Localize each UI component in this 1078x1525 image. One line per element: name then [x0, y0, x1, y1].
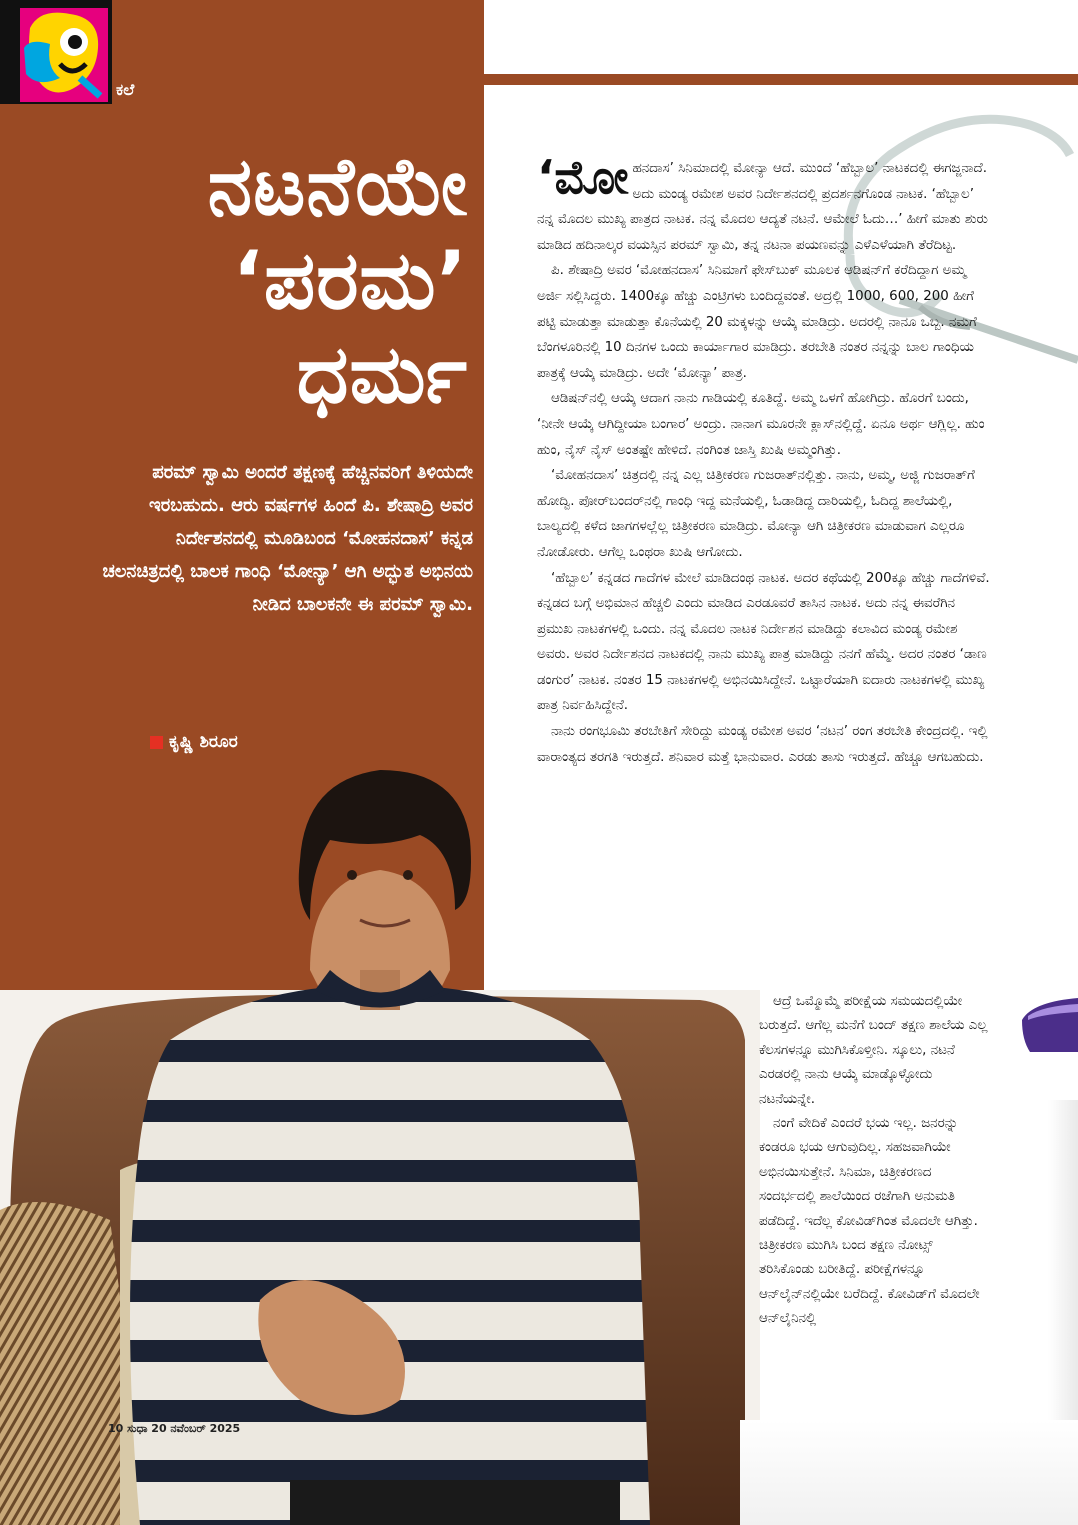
article-body-continued	[759, 990, 991, 1332]
byline-author: ಕೃಷ್ಣಿ ಶಿರೂರ	[169, 732, 238, 752]
intro-text: ಪರಮ್ ಸ್ವಾಮಿ ಅಂದರೆ ತಕ್ಷಣಕ್ಕೆ ಹೆಚ್ಚಿನವರಿಗೆ ತಿಳಿಯದೇ ಇರಬಹುದು. ಆರು ವರ್ಷಗಳ ಹಿಂದೆ ಪಿ. ಶೇಷಾದ್ರಿ ಅವರ ನಿರ್ದೇಶನದಲ್ಲಿ ಮೂಡಿಬಂದ ‘ಮೋಹನದಾಸ’ ಕನ್ನಡ ಚಲನಚಿತ್ರದಲ್ಲಿ ಬಾಲಕ ಗಾಂಧಿ ‘ಮೋನ್ಯಾ’ ಆಗಿ ಅದ್ಭುತ ಅಭಿನಯ ನೀಡಿದ ಬಾಲಕನೇ ಈ ಪರಮ್ ಸ್ವಾಮಿ.	[102, 462, 473, 615]
headline	[108, 140, 468, 422]
body-paragraph-5: ‘ಹೆಬ್ಬಾಲ’ ಕನ್ನಡದ ಗಾದೆಗಳ ಮೇಲೆ ಮಾಡಿದಂಥ ನಾಟಕ. ಅದರ ಕಥೆಯಲ್ಲಿ 200ಕ್ಕೂ ಹೆಚ್ಚು ಗಾದೆಗಳಿವೆ. ಕನ್ನಡದ ಬಗ್ಗೆ ಅಭಿಮಾನ ಹೆಚ್ಚಲಿ ಎಂದು ಮಾಡಿದ ಎರಡೂವರೆ ತಾಸಿನ ನಾಟಕ. ಅದು ನನ್ನ ಈವರೆಗಿನ ಪ್ರಮುಖ ನಾಟಕಗಳಲ್ಲಿ ಒಂದು. ನನ್ನ ಮೊದಲ ನಾಟಕ ನಿರ್ದೇಶನ ಮಾಡಿದ್ದು ಕಲಾವಿದ ಮಂಡ್ಯ ರಮೇಶ ಅವರು. ಅವರ ನಿರ್ದೇಶನದ ನಾಟಕದಲ್ಲಿ ನಾನು ಮುಖ್ಯ ಪಾತ್ರ ಮಾಡಿದ್ದು ನನಗೆ ಹೆಮ್ಮೆ. ಅದರ ನಂತರ ‘ಡಾಣ ಡಂಗುರ’ ನಾಟಕ. ನಂತರ 15 ನಾಟಕಗಳಲ್ಲಿ ಅಭಿನಯಿಸಿದ್ದೇನೆ. ಒಟ್ಟಾರೆಯಾಗಿ ಐದಾರು ನಾಟಕಗಳಲ್ಲಿ ಮುಖ್ಯ ಪಾತ್ರ ನಿರ್ವಹಿಸಿದ್ದೇನೆ.	[537, 570, 990, 714]
body-paragraph-2: ಪಿ. ಶೇಷಾದ್ರಿ ಅವರ ‘ಮೋಹನದಾಸ’ ಸಿನಿಮಾಗೆ ಫೇಸ್‌ಬುಕ್ ಮೂಲಕ ಆಡಿಷನ್‌ಗೆ ಕರೆದಿದ್ದಾಗ ಅಮ್ಮ ಅರ್ಜಿ ಸಲ್ಲಿಸಿದ್ದರು. 1400ಕ್ಕೂ ಹೆಚ್ಚು ಎಂಟ್ರಿಗಳು ಬಂದಿದ್ದವಂತೆ. ಅದ್ರಲ್ಲಿ 1000, 600, 200 ಹೀಗೆ ಪಟ್ಟಿ ಮಾಡುತ್ತಾ ಮಾಡುತ್ತಾ ಕೊನೆಯಲ್ಲಿ 20 ಮಕ್ಕಳನ್ನು ಆಯ್ಕೆ ಮಾಡಿದ್ರು. ಅದರಲ್ಲಿ ನಾನೂ ಒಬ್ಬ. ನಮಗೆ ಬೆಂಗಳೂರಿನಲ್ಲಿ 10 ದಿನಗಳ ಒಂದು ಕಾರ್ಯಾಗಾರ ಮಾಡಿದ್ರು. ತರಬೇತಿ ನಂತರ ನನ್ನನ್ನು ಬಾಲ ಗಾಂಧಿಯ ಪಾತ್ರಕ್ಕೆ ಆಯ್ಕೆ ಮಾಡಿದ್ರು. ಅದೇ ‘ಮೋನ್ಯಾ’ ಪಾತ್ರ.	[537, 263, 977, 381]
article-body	[537, 150, 992, 770]
body-paragraph-4: ‘ಮೋಹನದಾಸ’ ಚಿತ್ರದಲ್ಲಿ ನನ್ನ ಎಲ್ಲ ಚಿತ್ರೀಕರಣ ಗುಜರಾತ್‌ನಲ್ಲಿತ್ತು. ನಾನು, ಅಮ್ಮ, ಅಜ್ಜಿ ಗುಜರಾತ್‌ಗೆ ಹೋದ್ವಿ. ಪೋರ್‌ಬಂದರ್‌ನಲ್ಲಿ ಗಾಂಧಿ ಇದ್ದ ಮನೆಯಲ್ಲಿ, ಓಡಾಡಿದ್ದ ದಾರಿಯಲ್ಲಿ, ಓದಿದ್ದ ಶಾಲೆಯಲ್ಲಿ, ಬಾಲ್ಯದಲ್ಲಿ ಕಳೆದ ಜಾಗಗಳಲ್ಲೆಲ್ಲ ಚಿತ್ರೀಕರಣ ಮಾಡಿದ್ರು. ಮೋನ್ಯಾ ಆಗಿ ಚಿತ್ರೀಕರಣ ಮಾಡುವಾಗ ಎಲ್ಲರೂ ನೋಡೋರು. ಆಗೆಲ್ಲ ಒಂಥರಾ ಖುಷಿ ಆಗೋದು.	[537, 468, 975, 560]
headline-line-2: ‘ಪರಮ’	[232, 234, 468, 327]
body-paragraph-8: ನಂಗೆ ವೇದಿಕೆ ಎಂದರೆ ಭಯ ಇಲ್ಲ. ಜನರನ್ನು ಕಂಡರೂ ಭಯ ಆಗುವುದಿಲ್ಲ. ಸಹಜವಾಗಿಯೇ ಅಭಿನಯಿಸುತ್ತೇನೆ. ಸಿನಿಮಾ, ಚಿತ್ರೀಕರಣದ ಸಂದರ್ಭದಲ್ಲಿ ಶಾಲೆಯಿಂದ ರಜೆಗಾಗಿ ಅನುಮತಿ ಪಡೆದಿದ್ದೆ. ಇದೆಲ್ಲ ಕೋವಿಡ್‌ಗಿಂತ ಮೊದಲೇ ಆಗಿತ್ತು. ಚಿತ್ರೀಕರಣ ಮುಗಿಸಿ ಬಂದ ತಕ್ಷಣ ನೋಟ್ಸ್ ತರಿಸಿಕೊಂಡು ಬರೀತಿದ್ದೆ. ಪರೀಕ್ಷೆಗಳನ್ನೂ ಆನ್‌ಲೈನ್‌ನಲ್ಲಿಯೇ ಬರೆದಿದ್ದೆ. ಕೋವಿಡ್‌ಗೆ ಮೊದಲೇ ಆನ್‌ಲೈನಿನಲ್ಲಿ	[759, 1116, 980, 1327]
section-label: ಕಲೆ	[116, 80, 135, 99]
portrait-photo	[0, 740, 760, 1525]
body-paragraph-7: ಆದ್ರೆ ಒಮ್ಮೊಮ್ಮೆ ಪರೀಕ್ಷೆಯ ಸಮಯದಲ್ಲಿಯೇ ಬರುತ್ತದೆ. ಆಗೆಲ್ಲ ಮನೆಗೆ ಬಂದ್ ತಕ್ಷಣ ಶಾಲೆಯ ಎಲ್ಲ ಕೆಲಸಗಳನ್ನೂ ಮುಗಿಸಿಕೊಳ್ತೀನಿ. ಸ್ಕೂಲು, ನಟನೆ ಎರಡರಲ್ಲಿ ನಾನು ಆಯ್ಕೆ ಮಾಡ್ಕೊಳ್ಳೋದು ನಟನೆಯನ್ನೇ.	[759, 994, 988, 1107]
body-paragraph-6: ನಾನು ರಂಗಭೂಮಿ ತರಬೇತಿಗೆ ಸೇರಿದ್ದು ಮಂಡ್ಯ ರಮೇಶ ಅವರ ‘ನಟನ’ ರಂಗ ತರಬೇತಿ ಕೇಂದ್ರದಲ್ಲಿ. ಇಲ್ಲಿ ವಾರಾಂತ್ಯದ ತರಗತಿ ಇರುತ್ತದೆ. ಶನಿವಾರ ಮತ್ತೆ ಭಾನುವಾರ. ಎರಡು ತಾಸು ಇರುತ್ತದೆ. ಹೆಚ್ಚೂ ಆಗಬಹುದು.	[537, 724, 988, 765]
top-rule	[484, 74, 1078, 85]
headline-line-3: ಧರ್ಮ	[296, 328, 468, 421]
body-paragraph-3: ಆಡಿಷನ್‌ನಲ್ಲಿ ಆಯ್ಕೆ ಆದಾಗ ನಾನು ಗಾಡಿಯಲ್ಲಿ ಕೂತಿದ್ದೆ. ಅಮ್ಮ ಒಳಗೆ ಹೋಗಿದ್ರು. ಹೊರಗೆ ಬಂದು, ‘ನೀನೇ ಆಯ್ಕೆ ಆಗಿದ್ದೀಯಾ ಬಂಗಾರ’ ಅಂದ್ರು. ನಾನಾಗ ಮೂರನೇ ಕ್ಲಾಸ್‌ನಲ್ಲಿದ್ದೆ. ಏನೂ ಅರ್ಥ ಆಗ್ಲಿಲ್ಲ. ಹುಂ ಹುಂ, ನೈಸ್ ನೈಸ್ ಅಂತಷ್ಟೇ ಹೇಳಿದೆ. ನಂಗಿಂತ ಜಾಸ್ತಿ ಖುಷಿ ಅಮ್ಮಂಗಿತ್ತು.	[537, 391, 985, 458]
headline-line-1: ನಟನೆಯೇ	[207, 140, 468, 233]
decorative-purple-image	[1022, 990, 1078, 1052]
page-folio: 10 ಸುಧಾ 20 ನವೆಂಬರ್ 2025	[108, 1422, 241, 1435]
body-paragraph-1: ಹನದಾಸ’ ಸಿನಿಮಾದಲ್ಲಿ ಮೋನ್ಯಾ ಆದೆ. ಮುಂದೆ ‘ಹೆಬ್ಬಾಲ’ ನಾಟಕದಲ್ಲಿ ಈಗಜ್ಜನಾದೆ. ಅದು ಮಂಡ್ಯ ರಮೇಶ ಅವರ ನಿರ್ದೇಶನದಲ್ಲಿ ಪ್ರದರ್ಶನಗೊಂಡ ನಾಟಕ. ‘ಹೆಬ್ಬಾಲ’ ನನ್ನ ಮೊದಲ ಮುಖ್ಯ ಪಾತ್ರದ ನಾಟಕ. ನನ್ನ ಮೊದಲ ಆದ್ಯತೆ ನಟನೆ. ಆಮೇಲೆ ಓದು…’ ಹೀಗೆ ಮಾತು ಶುರು ಮಾಡಿದ ಹದಿನಾಲ್ಕರ ವಯಸ್ಸಿನ ಪರಮ್ ಸ್ವಾಮಿ, ತನ್ನ ನಟನಾ ಪಯಣವನ್ನು ಎಳೆಎಳೆಯಾಗಿ ತೆರೆದಿಟ್ಟ.	[537, 161, 988, 253]
section-logo-icon	[20, 8, 108, 102]
page-bottom-shade	[740, 1420, 1078, 1525]
drop-cap: ‘ಮೋ	[537, 150, 629, 204]
